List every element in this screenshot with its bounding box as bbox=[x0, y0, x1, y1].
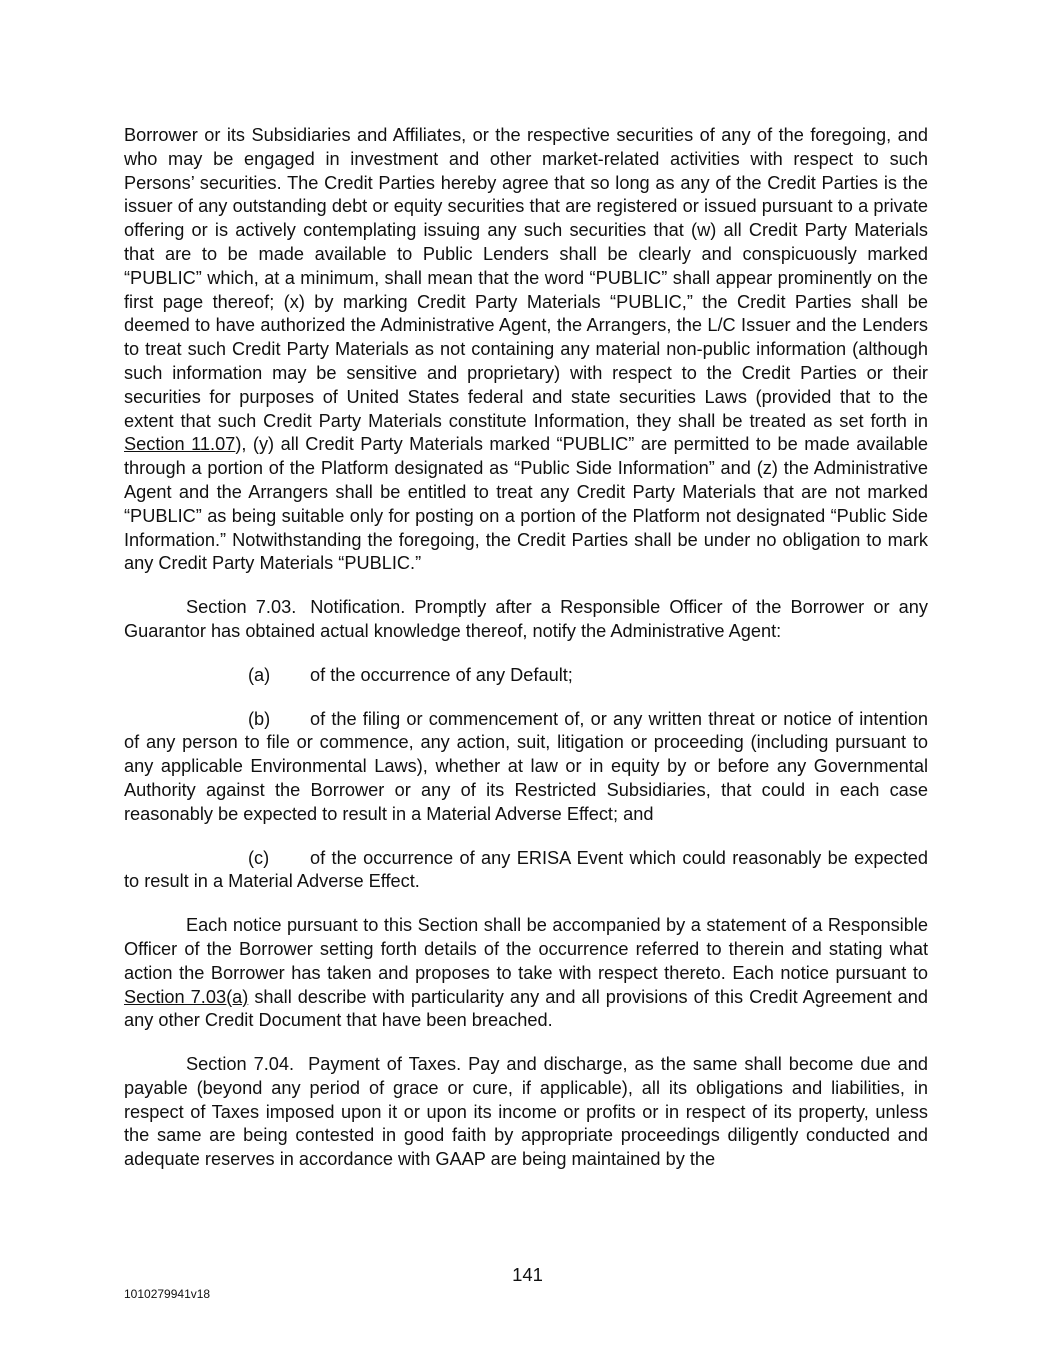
list-item-label: (c) bbox=[248, 847, 270, 868]
paragraph-text: shall describe with particularity any and all provisions of this Credit Agreement and any other Credit Document that have been breached. bbox=[124, 986, 928, 1031]
section-heading: Section 7.04. bbox=[186, 1054, 295, 1075]
document-body bbox=[124, 124, 928, 1192]
paragraph-text: Borrower or its Subsidiaries and Affiliates, or the respective securities of any of the foregoing, and who may be engaged in investment and other market-related activities with respect to such Persons’ securities. The Credit Parties hereby agree that so long as any of the Credit Parties is the issuer of any outstanding debt or equity securities that are registered or issued pursuant to a private offering or is actively contemplating issuing any such securities that (w) all Credit Party Materials that are to be made available to Public Lenders shall be clearly and conspicuously marked “PUBLIC” which, at a minimum, shall mean that the word “PUBLIC” shall appear prominently on the first page thereof; (x) by marking Credit Party Materials “PUBLIC,” the Credit Parties shall be deemed to have authorized the Administrative Agent, the Arrangers, the L/C Issuer and the Lenders to treat such Credit Party Materials as not containing any material non-public information (although such information may be sensitive and proprietary) with respect to the Credit Parties or their securities for purposes of United States federal and state securities Laws (provided that to the extent that such Credit Party Materials constitute Information, they shall be treated as set forth in bbox=[124, 125, 928, 431]
section-reference-11-07: Section 11.07 bbox=[124, 434, 236, 455]
section-heading: Section 7.03. bbox=[186, 597, 297, 618]
list-item-c bbox=[124, 847, 928, 895]
paragraph-public-materials bbox=[124, 124, 928, 576]
document-id: 1010279941v18 bbox=[124, 1287, 211, 1301]
paragraph-text: Each notice pursuant to this Section shall be accompanied by a statement of a Responsible Officer of the Borrower setting forth details of the occurrence referred to therein and stating what action the Borrower has taken and proposes to take with respect thereto. Each notice pursuant to bbox=[124, 915, 928, 983]
list-item-label: (b) bbox=[248, 708, 271, 729]
list-item-label: (a) bbox=[248, 664, 271, 685]
section-7-04-payment-of-taxes bbox=[124, 1053, 928, 1172]
paragraph-notice-requirements bbox=[124, 914, 928, 1033]
list-item-b bbox=[124, 708, 928, 827]
section-text: Payment of Taxes. Pay and discharge, as the same shall become due and payable (beyond any period of grace or cure, if applicable), all its obligations and liabilities, in respect of Taxes imposed upon it or upon its income or profits or in respect of its property, unless the same are being contested in good faith by appropriate proceedings diligently conducted and adequate reserves in accordance with GAAP are being maintained by the bbox=[124, 1054, 928, 1170]
list-item-text: of the occurrence of any Default; bbox=[310, 664, 573, 685]
list-item-text: of the filing or commencement of, or any written threat or notice of intention of any person to file or commence, any action, suit, litigation or proceeding (including pursuant to any applicable Environmental Laws), whether at law or in equity by or before any Governmental Authority against the Borrower or any of its Restricted Subsidiaries, that could in each case reasonably be expected to result in a Material Adverse Effect; and bbox=[124, 708, 928, 824]
paragraph-text: ), (y) all Credit Party Materials marked “PUBLIC” are permitted to be made available through a portion of the Platform designated as “Public Side Information” and (z) the Administrative Agent and the Arrangers shall be entitled to treat any Credit Party Materials that are not marked “PUBLIC” as being suitable only for posting on a portion of the Platform not designated “Public Side Information.” Notwithstanding the foregoing, the Credit Parties shall be under no obligation to mark any Credit Party Materials “PUBLIC.” bbox=[124, 434, 928, 574]
list-item-text: of the occurrence of any ERISA Event which could reasonably be expected to result in a Material Adverse Effect. bbox=[124, 847, 928, 892]
list-item-a bbox=[124, 664, 928, 688]
section-text: Notification. Promptly after a Responsible Officer of the Borrower or any Guarantor has obtained actual knowledge thereof, notify the Administrative Agent: bbox=[124, 597, 928, 641]
section-reference-7-03a: Section 7.03(a) bbox=[124, 986, 249, 1007]
section-7-03-notification bbox=[124, 596, 928, 644]
page-number: 141 bbox=[512, 1264, 543, 1285]
